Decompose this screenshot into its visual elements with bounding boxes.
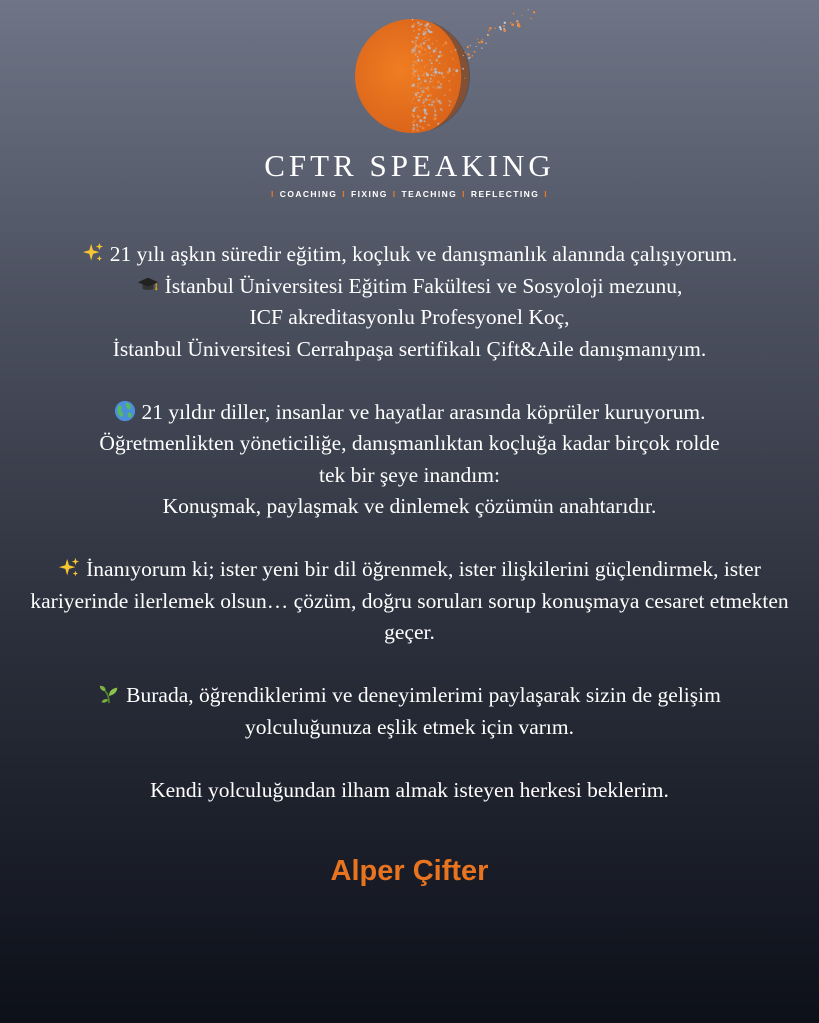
particle-dot <box>433 49 436 52</box>
particle-dot <box>428 104 430 106</box>
particle-dot <box>415 106 417 108</box>
particle-dot <box>412 36 413 37</box>
particle-dot <box>449 104 451 106</box>
particle-dot <box>415 96 418 99</box>
particle-dot <box>417 86 419 88</box>
tagline-separator: I <box>544 189 548 199</box>
particle-dot <box>442 54 443 55</box>
particle-dot <box>428 83 429 84</box>
particle-dot <box>412 109 415 112</box>
particle-dot <box>434 114 437 117</box>
particle-dot <box>439 51 442 54</box>
particle-dot <box>412 121 415 124</box>
particle-dot <box>448 68 450 70</box>
particle-dot <box>453 72 454 73</box>
particle-dot <box>462 68 464 70</box>
particle-dot <box>432 66 433 67</box>
globe-icon <box>114 400 136 422</box>
graduation-cap-icon <box>137 274 159 296</box>
particle-dot <box>411 78 413 80</box>
particle-dot <box>426 87 428 89</box>
particle-dot <box>426 53 427 54</box>
particle-dot <box>436 100 439 103</box>
star-dot <box>504 22 506 24</box>
particle-dot <box>452 58 455 61</box>
particle-dot <box>425 64 427 66</box>
particle-dot <box>424 48 426 50</box>
particle-dot <box>426 73 429 76</box>
star-dot <box>503 29 506 32</box>
particle-dot <box>444 41 447 44</box>
particle-dot <box>419 126 421 128</box>
particle-dot <box>426 34 428 36</box>
particle-dot <box>415 54 417 56</box>
particle-dot <box>419 25 421 27</box>
particle-dot <box>435 87 437 89</box>
particle-dot <box>417 115 420 118</box>
particle-dot <box>423 116 426 119</box>
star-dot <box>516 21 518 23</box>
particle-dot <box>431 104 434 107</box>
particle-dot <box>420 23 422 25</box>
particle-dot <box>429 52 430 53</box>
particle-dot <box>413 61 415 63</box>
particle-dot <box>455 69 458 72</box>
particle-dot <box>423 109 426 112</box>
particle-dot <box>424 24 427 27</box>
particle-dot <box>420 82 421 83</box>
particle-dot <box>453 69 454 70</box>
particle-dot <box>417 56 419 58</box>
particle-dot <box>432 43 433 44</box>
particle-dot <box>431 68 433 70</box>
particle-dot <box>450 51 452 53</box>
star-dot <box>481 47 482 48</box>
particle-dot <box>442 110 443 111</box>
particle-dot <box>421 90 424 93</box>
star-dot <box>463 55 464 56</box>
star-dot <box>521 15 522 16</box>
particle-dot <box>428 86 429 87</box>
particle-dot <box>420 94 423 97</box>
bio-line-text: yolculuğunuza eşlik etmek için varım. <box>245 714 574 739</box>
particle-dot <box>421 47 424 50</box>
particle-dot <box>427 29 430 32</box>
particle-dot <box>414 119 416 121</box>
particle-dot <box>423 100 424 101</box>
particle-dot <box>418 99 421 102</box>
bio-line-text: 21 yılı aşkın süredir eğitim, koçluk ve danışmanlık alanında çalışıyorum. <box>109 242 738 266</box>
bio-line <box>10 302 809 334</box>
particle-dot <box>416 69 419 72</box>
bio-paragraph <box>10 680 809 743</box>
particle-dot <box>433 72 434 73</box>
bio-content <box>10 239 809 838</box>
star-dot <box>476 46 477 47</box>
particle-dot <box>428 124 430 126</box>
bio-paragraph <box>10 554 809 649</box>
tagline-word: TEACHING <box>401 189 458 199</box>
star-dot <box>510 22 512 24</box>
particle-dot <box>420 69 421 70</box>
particle-dot <box>425 92 426 93</box>
bio-line-text: Konuşmak, paylaşmak ve dinlemek çözümün anahtarıdır. <box>162 494 657 518</box>
particle-dot <box>448 80 450 82</box>
particle-dot <box>414 103 415 104</box>
particle-dot <box>415 62 418 65</box>
particle-dot <box>430 55 432 57</box>
particle-dot <box>427 38 430 41</box>
star-dot <box>489 27 492 30</box>
bio-line <box>10 491 809 523</box>
particle-dot <box>415 45 417 47</box>
bio-line <box>10 554 809 649</box>
particle-dot <box>413 57 414 58</box>
bio-line-text: ICF akreditasyonlu Profesyonel Koç, <box>249 305 570 329</box>
star-dot <box>503 28 505 30</box>
particle-dot <box>420 43 421 44</box>
particle-dot <box>423 31 424 32</box>
particle-dot <box>428 99 430 101</box>
star-dot <box>472 55 474 57</box>
particle-dot <box>433 106 435 108</box>
particle-dot <box>437 86 440 89</box>
particle-dot <box>429 94 432 97</box>
particle-dot <box>417 21 420 24</box>
bio-line-text: Kendi yolculuğundan ilham almak isteyen herkesi beklerim. <box>150 777 669 802</box>
star-dot <box>480 41 483 44</box>
bio-paragraph <box>10 397 809 523</box>
particle-dot <box>423 42 426 45</box>
particle-dot <box>449 88 452 91</box>
tagline-word: REFLECTING <box>470 189 540 199</box>
bio-paragraph <box>10 775 809 807</box>
particle-dot <box>419 96 421 98</box>
bio-line <box>10 271 809 303</box>
particle-dot <box>440 108 442 110</box>
bio-line-text: Öğretmenlikten yöneticiliğe, danışmanlıktan koçluğa kadar birçok rolde <box>99 431 720 455</box>
particle-dot <box>415 43 416 44</box>
star-dot <box>470 56 472 58</box>
particle-dot <box>425 40 426 41</box>
particle-dot <box>415 61 416 62</box>
particle-dot <box>419 52 422 55</box>
particle-dot <box>417 75 419 77</box>
brand-title: CFTR SPEAKING <box>264 148 555 183</box>
tagline-word: COACHING <box>279 189 338 199</box>
particle-dot <box>416 40 417 41</box>
particle-dot <box>431 74 433 76</box>
particle-dot <box>424 120 426 122</box>
particle-dot <box>429 26 431 28</box>
star-dot <box>474 51 476 53</box>
bio-line-text: İstanbul Üniversitesi Eğitim Fakültesi ve Sosyoloji mezunu, <box>164 273 683 298</box>
particle-dot <box>423 102 425 104</box>
particle-dot <box>442 44 444 46</box>
particle-dot <box>417 59 420 62</box>
particle-dot <box>432 100 435 103</box>
particle-dot <box>464 78 465 79</box>
particle-dot <box>444 94 446 96</box>
bio-line <box>10 239 809 271</box>
particle-dot <box>429 60 431 62</box>
particle-dot <box>420 87 422 89</box>
particle-dot <box>412 127 415 130</box>
star-dot <box>467 53 469 55</box>
particle-dot <box>425 53 426 54</box>
particle-dot <box>424 113 426 115</box>
bio-line <box>10 428 809 460</box>
particle-dot <box>424 66 425 67</box>
tagline-word: FIXING <box>351 189 388 199</box>
particle-dot <box>417 72 419 74</box>
particle-dot <box>450 101 452 103</box>
particle-dot <box>424 29 426 31</box>
bio-line <box>10 775 809 807</box>
star-dot <box>531 18 532 19</box>
particle-dot <box>411 85 413 87</box>
particle-dot <box>421 74 423 76</box>
particle-dot <box>422 38 424 40</box>
bio-line-text: İnanıyorum ki; ister yeni bir dil öğrenmek, ister ilişkilerini güçlendirmek, ister kariyerinde ilerlemek olsun… çözüm, doğru soruları sorup konuşmaya cesaret etmekten geçer. <box>30 557 789 644</box>
star-dot <box>513 13 515 15</box>
particle-dot <box>413 92 414 93</box>
brand-tagline <box>0 189 819 199</box>
particle-dot <box>418 36 420 38</box>
particle-dot <box>437 123 439 125</box>
particle-dot <box>444 72 445 73</box>
particle-dot <box>431 102 432 103</box>
particle-dot <box>430 31 432 33</box>
particle-dot <box>421 70 423 72</box>
tagline-separator: I <box>392 189 397 199</box>
star-dot <box>465 52 466 53</box>
bio-line <box>10 460 809 492</box>
star-dot <box>477 39 478 40</box>
particle-dot <box>435 59 438 62</box>
star-dot <box>518 25 521 28</box>
particle-dot <box>441 73 443 75</box>
bio-line-text: Burada, öğrendiklerimi ve deneyimlerimi paylaşarak sizin de gelişim <box>126 683 721 707</box>
particle-dot <box>412 68 415 71</box>
star-dot <box>528 9 529 10</box>
particle-dot <box>433 114 434 115</box>
particle-dot <box>423 105 425 107</box>
particle-dot <box>427 95 429 97</box>
particle-dot <box>422 32 425 35</box>
bio-line-text: 21 yıldır diller, insanlar ve hayatlar arasında köprüler kuruyorum. <box>141 399 706 424</box>
particle-dot <box>418 45 421 48</box>
particle-dot <box>418 28 421 31</box>
particle-dot <box>411 113 414 116</box>
particle-dot <box>440 83 442 85</box>
star-dot <box>503 25 505 27</box>
particle-dot <box>418 33 420 35</box>
particle-dot <box>449 100 450 101</box>
particle-dot <box>434 68 437 71</box>
particle-dot <box>416 124 418 126</box>
bio-line <box>10 712 809 744</box>
particle-dot <box>447 71 450 74</box>
particle-dot <box>434 75 436 77</box>
particle-dot <box>418 92 420 94</box>
particle-dot <box>454 49 456 51</box>
particle-dot <box>417 83 420 86</box>
particle-dot <box>430 78 432 80</box>
bio-line-text: tek bir şeye inandım: <box>319 462 500 487</box>
particle-dot <box>418 39 419 40</box>
star-dot <box>533 11 535 13</box>
star-dot <box>500 28 502 30</box>
bio-line <box>10 680 809 712</box>
star-dot <box>499 26 501 28</box>
particle-dot <box>425 98 428 101</box>
particle-dot <box>429 69 431 71</box>
bio-line <box>10 334 809 366</box>
particle-dot <box>436 98 438 100</box>
particle-dot <box>426 28 428 30</box>
particle-dot <box>421 126 424 129</box>
particle-dot <box>413 124 416 127</box>
particle-dot <box>432 86 434 88</box>
particle-dot <box>422 54 424 56</box>
particle-dot <box>413 98 414 99</box>
star-dot <box>494 28 495 29</box>
tagline-separator: I <box>271 189 275 199</box>
bio-line <box>10 397 809 429</box>
star-dot <box>467 46 469 48</box>
particle-dot <box>453 74 455 76</box>
particle-dot <box>412 74 413 75</box>
particle-dot <box>427 45 430 48</box>
star-dot <box>478 42 479 43</box>
particle-dot <box>435 111 436 112</box>
particle-dot <box>418 130 419 131</box>
particle-dot <box>423 72 425 74</box>
particle-dot <box>423 87 424 88</box>
particle-dot <box>413 30 414 31</box>
particle-dot <box>412 42 414 44</box>
particle-dot <box>425 81 427 83</box>
particle-dot <box>433 117 436 120</box>
star-dot <box>482 39 483 40</box>
star-dot <box>485 43 486 44</box>
particle-dot <box>416 126 418 128</box>
particle-dot <box>434 109 436 111</box>
particle-dot <box>436 73 437 74</box>
seedling-icon <box>98 683 120 705</box>
particle-dot <box>412 99 413 100</box>
star-dot <box>511 23 514 26</box>
particle-dot <box>412 130 414 132</box>
bio-line-text: İstanbul Üniversitesi Cerrahpaşa sertifikalı Çift&Aile danışmanıyım. <box>112 336 707 361</box>
sparkles-icon <box>58 557 80 579</box>
particle-dot <box>429 80 431 82</box>
particle-dot <box>413 23 416 26</box>
particle-dot <box>439 63 441 65</box>
particle-dot <box>411 102 413 104</box>
particle-dot <box>431 62 433 64</box>
star-dot <box>470 45 471 46</box>
particle-dot <box>412 19 414 21</box>
tagline-separator: I <box>342 189 347 199</box>
particle-dot <box>412 64 414 66</box>
particle-dot <box>438 72 440 74</box>
particle-dot <box>442 76 445 79</box>
particle-dot <box>418 78 421 81</box>
particle-dot <box>432 80 434 82</box>
particle-dot <box>437 81 440 84</box>
particle-dot <box>435 47 437 49</box>
particle-dot <box>414 86 416 88</box>
bio-paragraph <box>10 239 809 365</box>
particle-dot <box>419 119 422 122</box>
author-signature: Alper Çifter <box>330 855 489 887</box>
particle-dot <box>424 37 425 38</box>
star-dot <box>487 34 489 36</box>
star-dot <box>488 30 489 31</box>
particle-dot <box>421 59 423 61</box>
particle-dot <box>428 29 429 30</box>
particle-dot <box>436 40 438 42</box>
particle-dot <box>419 110 420 111</box>
cftr-logo <box>340 8 540 138</box>
particle-dot <box>438 55 441 58</box>
sparkles-icon <box>82 242 104 264</box>
particle-dot <box>421 44 422 45</box>
particle-dot <box>413 49 415 51</box>
tagline-separator: I <box>462 189 466 199</box>
